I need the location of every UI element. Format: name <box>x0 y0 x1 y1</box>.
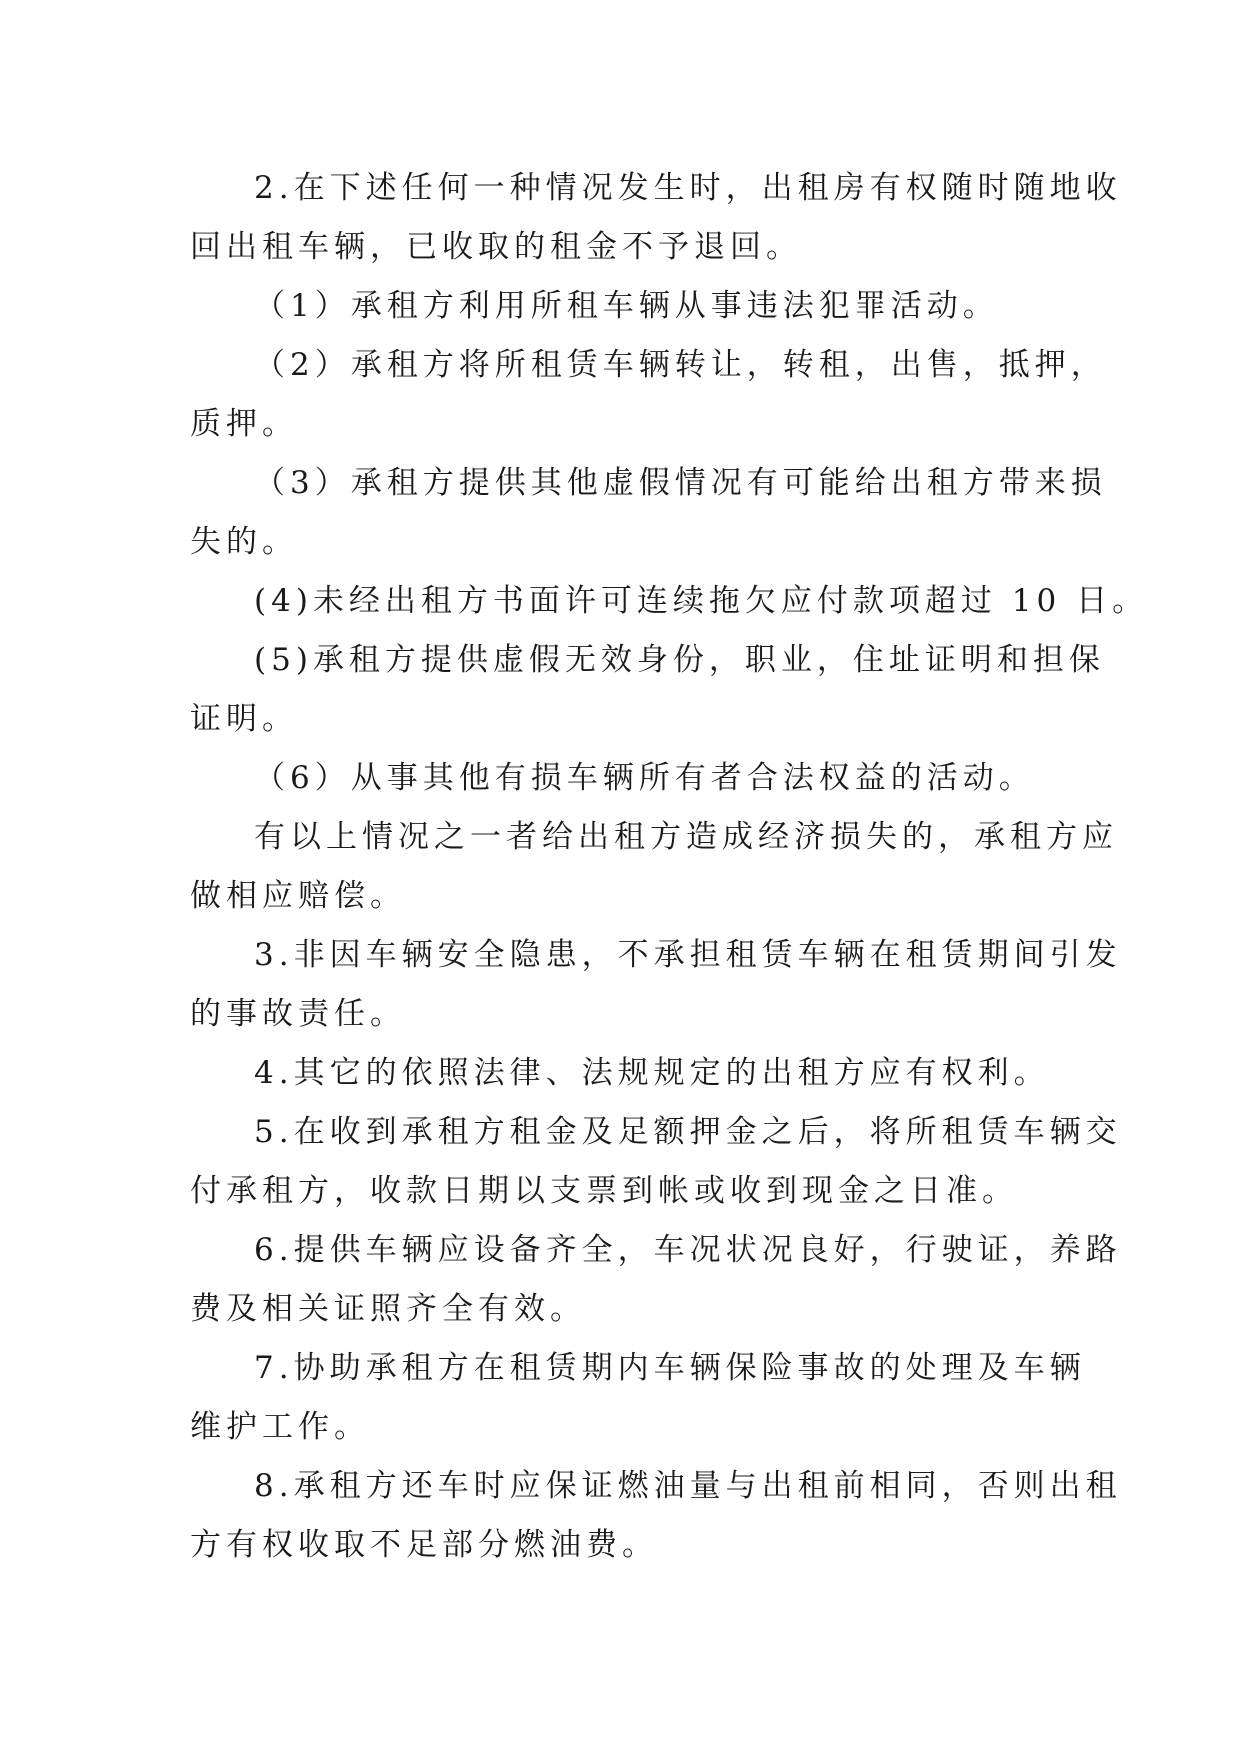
clause-4-line: 4.其它的依照法律、法规规定的出租方应有权利。 <box>254 1055 1050 1091</box>
item-5-line-2: 证明。 <box>190 701 298 737</box>
item-1-line: （1）承租方利用所租车辆从事违法犯罪活动。 <box>254 288 999 324</box>
item-3-line-1: （3）承租方提供其他虚假情况有可能给出租方带来损 <box>254 465 1107 501</box>
compensation-line-2: 做相应赔偿。 <box>190 878 406 914</box>
item-3-line-2: 失的。 <box>190 524 298 560</box>
item-4-line: (4)未经出租方书面许可连续拖欠应付款项超过 10 日。 <box>254 583 1149 619</box>
clause-2-line-2: 回出租车辆，已收取的租金不予退回。 <box>190 229 802 265</box>
clause-6-line-1: 6.提供车辆应设备齐全，车况状况良好，行驶证，养路 <box>254 1232 1122 1268</box>
clause-7-line-1: 7.协助承租方在租赁期内车辆保险事故的处理及车辆 <box>254 1350 1086 1386</box>
clause-5-line-2: 付承租方，收款日期以支票到帐或收到现金之日准。 <box>190 1173 1018 1209</box>
clause-8-line-2: 方有权收取不足部分燃油费。 <box>190 1527 658 1563</box>
clause-6-line-2: 费及相关证照齐全有效。 <box>190 1291 586 1327</box>
item-2-line-2: 质押。 <box>190 406 298 442</box>
clause-3-line-1: 3.非因车辆安全隐患，不承担租赁车辆在租赁期间引发 <box>254 937 1122 973</box>
clause-5-line-1: 5.在收到承租方租金及足额押金之后，将所租赁车辆交 <box>254 1114 1122 1150</box>
item-2-line-1: （2）承租方将所租赁车辆转让，转租，出售，抵押， <box>254 347 1107 383</box>
clause-3-line-2: 的事故责任。 <box>190 996 406 1032</box>
clause-2-line-1: 2.在下述任何一种情况发生时，出租房有权随时随地收 <box>254 170 1122 206</box>
item-6-line: （6）从事其他有损车辆所有者合法权益的活动。 <box>254 760 1035 796</box>
item-5-line-1: (5)承租方提供虚假无效身份，职业，住址证明和担保 <box>254 642 1105 678</box>
clause-8-line-1: 8.承租方还车时应保证燃油量与出租前相同，否则出租 <box>254 1468 1122 1504</box>
clause-7-line-2: 维护工作。 <box>190 1409 370 1445</box>
compensation-line-1: 有以上情况之一者给出租方造成经济损失的，承租方应 <box>254 819 1118 855</box>
